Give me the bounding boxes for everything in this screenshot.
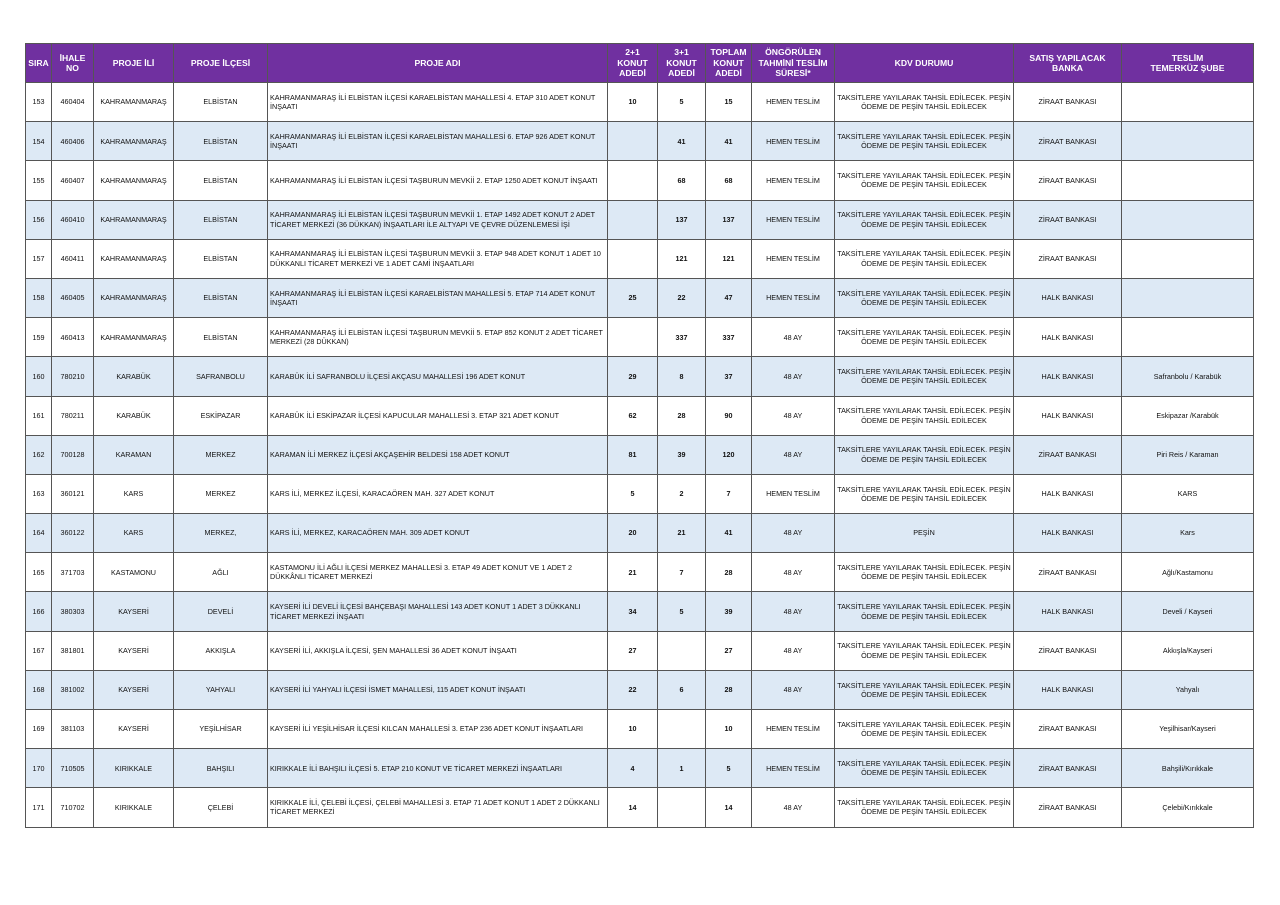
konut-3-1-cell: 337 [658,318,706,357]
kdv-durumu-cell: TAKSİTLERE YAYILARAK TAHSİL EDİLECEK. PEŞİN ÖDEME DE PEŞİN TAHSİL EDİLECEK [835,200,1014,239]
proje-ili-cell: KAHRAMANMARAŞ [94,318,174,357]
ihale-no-cell: 780210 [52,357,94,396]
toplam-konut-cell: 337 [706,318,752,357]
konut-2-1-cell: 62 [608,396,658,435]
konut-3-1-cell [658,788,706,827]
teslim-suresi-cell: 48 AY [752,553,835,592]
kdv-durumu-cell: TAKSİTLERE YAYILARAK TAHSİL EDİLECEK. PEŞİN ÖDEME DE PEŞİN TAHSİL EDİLECEK [835,357,1014,396]
table-row [26,161,1254,200]
teslim-sube-cell [1122,83,1254,122]
konut-2-1-cell [608,318,658,357]
proje-adi-cell: KAYSERİ İLİ YAHYALI İLÇESİ İSMET MAHALLESİ, 115 ADET KONUT İNŞAATI [268,670,608,709]
toplam-konut-cell: 7 [706,474,752,513]
konut-3-1-cell: 121 [658,239,706,278]
sira-cell: 154 [26,122,52,161]
konut-3-1-cell: 28 [658,396,706,435]
toplam-konut-cell: 68 [706,161,752,200]
konut-3-1-cell: 6 [658,670,706,709]
ihale-no-cell: 381002 [52,670,94,709]
kdv-durumu-cell: TAKSİTLERE YAYILARAK TAHSİL EDİLECEK. PEŞİN ÖDEME DE PEŞİN TAHSİL EDİLECEK [835,710,1014,749]
table-row [26,357,1254,396]
kdv-durumu-cell: TAKSİTLERE YAYILARAK TAHSİL EDİLECEK. PEŞİN ÖDEME DE PEŞİN TAHSİL EDİLECEK [835,396,1014,435]
proje-adi-cell: KARS İLİ, MERKEZ, KARACAÖREN MAH. 309 ADET KONUT [268,514,608,553]
teslim-sube-cell: Piri Reis / Karaman [1122,435,1254,474]
proje-ili-cell: KAYSERİ [94,670,174,709]
proje-adi-cell: KAHRAMANMARAŞ İLİ ELBİSTAN İLÇESİ KARAELBİSTAN MAHALLESİ 4. ETAP 310 ADET KONUT İNŞAATI [268,83,608,122]
konut-2-1-cell: 4 [608,749,658,788]
proje-ilcesi-cell: BAHŞILI [174,749,268,788]
sira-cell: 155 [26,161,52,200]
teslim-sube-cell: Safranbolu / Karabük [1122,357,1254,396]
ihale-no-cell: 710505 [52,749,94,788]
sira-cell: 166 [26,592,52,631]
proje-adi-cell: KAHRAMANMARAŞ İLİ ELBİSTAN İLÇESİ TAŞBURUN MEVKİİ 5. ETAP 852 KONUT 2 ADET TİCARET MERKEZİ (28 DÜKKAN) [268,318,608,357]
banka-cell: ZİRAAT BANKASI [1014,122,1122,161]
proje-adi-cell: KAHRAMANMARAŞ İLİ ELBİSTAN İLÇESİ KARAELBİSTAN MAHALLESİ 6. ETAP 926 ADET KONUT İNŞAATI [268,122,608,161]
konut-3-1-cell: 7 [658,553,706,592]
konut-2-1-cell: 5 [608,474,658,513]
header-toplam-konut: TOPLAM KONUT ADEDİ [706,44,752,83]
banka-cell: HALK BANKASI [1014,474,1122,513]
teslim-sube-cell: Çelebi/Kırıkkale [1122,788,1254,827]
kdv-durumu-cell: PEŞİN [835,514,1014,553]
ihale-no-cell: 381801 [52,631,94,670]
proje-ilcesi-cell: YEŞİLHİSAR [174,710,268,749]
proje-ili-cell: KARAMAN [94,435,174,474]
teslim-suresi-cell: HEMEN TESLİM [752,749,835,788]
proje-ili-cell: KAHRAMANMARAŞ [94,122,174,161]
toplam-konut-cell: 41 [706,514,752,553]
teslim-sube-cell: Ağlı/Kastamonu [1122,553,1254,592]
table-row [26,670,1254,709]
proje-ili-cell: KAHRAMANMARAŞ [94,83,174,122]
proje-ilcesi-cell: ELBİSTAN [174,161,268,200]
kdv-durumu-cell: TAKSİTLERE YAYILARAK TAHSİL EDİLECEK. PEŞİN ÖDEME DE PEŞİN TAHSİL EDİLECEK [835,122,1014,161]
proje-ilcesi-cell: MERKEZ [174,474,268,513]
kdv-durumu-cell: TAKSİTLERE YAYILARAK TAHSİL EDİLECEK. PEŞİN ÖDEME DE PEŞİN TAHSİL EDİLECEK [835,474,1014,513]
proje-adi-cell: KAHRAMANMARAŞ İLİ ELBİSTAN İLÇESİ TAŞBURUN MEVKİİ 3. ETAP 948 ADET KONUT 1 ADET 10 DÜKKANLI TİCARET MERKEZİ VE 1 ADET CAMİ İNŞAATLARI [268,239,608,278]
toplam-konut-cell: 28 [706,553,752,592]
teslim-sube-cell [1122,318,1254,357]
ihale-no-cell: 381103 [52,710,94,749]
proje-ili-cell: KARS [94,474,174,513]
konut-2-1-cell [608,200,658,239]
sira-cell: 170 [26,749,52,788]
sira-cell: 162 [26,435,52,474]
kdv-durumu-cell: TAKSİTLERE YAYILARAK TAHSİL EDİLECEK. PEŞİN ÖDEME DE PEŞİN TAHSİL EDİLECEK [835,788,1014,827]
sira-cell: 158 [26,278,52,317]
table-row [26,122,1254,161]
proje-ilcesi-cell: SAFRANBOLU [174,357,268,396]
header-teslim-suresi: ÖNGÖRÜLEN TAHMİNİ TESLİM SÜRESİ* [752,44,835,83]
sira-cell: 165 [26,553,52,592]
kdv-durumu-cell: TAKSİTLERE YAYILARAK TAHSİL EDİLECEK. PEŞİN ÖDEME DE PEŞİN TAHSİL EDİLECEK [835,553,1014,592]
sira-cell: 164 [26,514,52,553]
sira-cell: 161 [26,396,52,435]
teslim-suresi-cell: HEMEN TESLİM [752,161,835,200]
table-row [26,278,1254,317]
table-row [26,435,1254,474]
table-row [26,83,1254,122]
ihale-no-cell: 360122 [52,514,94,553]
konut-2-1-cell: 27 [608,631,658,670]
ihale-no-cell: 460410 [52,200,94,239]
header-teslim-sube: TESLİM TEMERKÜZ ŞUBE [1122,44,1254,83]
proje-adi-cell: KARABÜK İLİ ESKİPAZAR İLÇESİ KAPUCULAR MAHALLESİ 3. ETAP 321 ADET KONUT [268,396,608,435]
banka-cell: ZİRAAT BANKASI [1014,788,1122,827]
banka-cell: ZİRAAT BANKASI [1014,749,1122,788]
kdv-durumu-cell: TAKSİTLERE YAYILARAK TAHSİL EDİLECEK. PEŞİN ÖDEME DE PEŞİN TAHSİL EDİLECEK [835,161,1014,200]
proje-ilcesi-cell: ELBİSTAN [174,318,268,357]
teslim-suresi-cell: 48 AY [752,592,835,631]
proje-ili-cell: KAHRAMANMARAŞ [94,161,174,200]
konut-3-1-cell [658,710,706,749]
table-row [26,749,1254,788]
ihale-no-cell: 460407 [52,161,94,200]
proje-ilcesi-cell: ELBİSTAN [174,239,268,278]
kdv-durumu-cell: TAKSİTLERE YAYILARAK TAHSİL EDİLECEK. PEŞİN ÖDEME DE PEŞİN TAHSİL EDİLECEK [835,670,1014,709]
banka-cell: HALK BANKASI [1014,318,1122,357]
ihale-no-cell: 460413 [52,318,94,357]
konut-3-1-cell: 5 [658,83,706,122]
konut-3-1-cell: 137 [658,200,706,239]
banka-cell: ZİRAAT BANKASI [1014,200,1122,239]
proje-ilcesi-cell: AKKIŞLA [174,631,268,670]
konut-2-1-cell: 81 [608,435,658,474]
konut-3-1-cell: 2 [658,474,706,513]
ihale-no-cell: 460406 [52,122,94,161]
kdv-durumu-cell: TAKSİTLERE YAYILARAK TAHSİL EDİLECEK. PEŞİN ÖDEME DE PEŞİN TAHSİL EDİLECEK [835,83,1014,122]
proje-adi-cell: KIRIKKALE İLİ, ÇELEBİ İLÇESİ, ÇELEBİ MAHALLESİ 3. ETAP 71 ADET KONUT 1 ADET 2 DÜKKANLI TİCARET MERKEZİ [268,788,608,827]
proje-ili-cell: KARS [94,514,174,553]
konut-2-1-cell: 10 [608,83,658,122]
teslim-suresi-cell: 48 AY [752,435,835,474]
konut-3-1-cell: 8 [658,357,706,396]
sira-cell: 156 [26,200,52,239]
teslim-sube-cell: Yahyalı [1122,670,1254,709]
banka-cell: ZİRAAT BANKASI [1014,435,1122,474]
kdv-durumu-cell: TAKSİTLERE YAYILARAK TAHSİL EDİLECEK. PEŞİN ÖDEME DE PEŞİN TAHSİL EDİLECEK [835,278,1014,317]
banka-cell: HALK BANKASI [1014,357,1122,396]
toplam-konut-cell: 10 [706,710,752,749]
project-table [25,43,1254,828]
sira-cell: 157 [26,239,52,278]
konut-3-1-cell: 68 [658,161,706,200]
proje-ilcesi-cell: ESKİPAZAR [174,396,268,435]
teslim-sube-cell [1122,122,1254,161]
proje-ili-cell: KIRIKKALE [94,749,174,788]
table-row [26,474,1254,513]
banka-cell: HALK BANKASI [1014,670,1122,709]
toplam-konut-cell: 14 [706,788,752,827]
konut-2-1-cell [608,161,658,200]
proje-ili-cell: KAYSERİ [94,592,174,631]
toplam-konut-cell: 37 [706,357,752,396]
konut-3-1-cell: 41 [658,122,706,161]
header-proje-ili: PROJE İLİ [94,44,174,83]
konut-3-1-cell: 5 [658,592,706,631]
proje-ilcesi-cell: ELBİSTAN [174,278,268,317]
table-row [26,200,1254,239]
teslim-sube-cell [1122,239,1254,278]
header-sira: SIRA [26,44,52,83]
banka-cell: ZİRAAT BANKASI [1014,239,1122,278]
table-row [26,318,1254,357]
teslim-suresi-cell: 48 AY [752,318,835,357]
sira-cell: 168 [26,670,52,709]
header-proje-adi: PROJE ADI [268,44,608,83]
teslim-suresi-cell: HEMEN TESLİM [752,278,835,317]
proje-adi-cell: KAHRAMANMARAŞ İLİ ELBİSTAN İLÇESİ KARAELBİSTAN MAHALLESİ 5. ETAP 714 ADET KONUT İNŞAATI [268,278,608,317]
konut-2-1-cell: 22 [608,670,658,709]
teslim-sube-cell: Akkışla/Kayseri [1122,631,1254,670]
teslim-sube-cell: Yeşilhisar/Kayseri [1122,710,1254,749]
sira-cell: 153 [26,83,52,122]
header-3-1-konut: 3+1 KONUT ADEDİ [658,44,706,83]
project-table-sheet [25,43,1254,828]
teslim-sube-cell: KARS [1122,474,1254,513]
proje-ili-cell: KAYSERİ [94,710,174,749]
header-2-1-konut: 2+1 KONUT ADEDİ [608,44,658,83]
teslim-suresi-cell: 48 AY [752,670,835,709]
ihale-no-cell: 371703 [52,553,94,592]
proje-ili-cell: KAHRAMANMARAŞ [94,200,174,239]
teslim-sube-cell: Bahşili/Kırıkkale [1122,749,1254,788]
proje-adi-cell: KASTAMONU İLİ AĞLI İLÇESİ MERKEZ MAHALLESİ 3. ETAP 49 ADET KONUT VE 1 ADET 2 DÜKKÂNLI TİCARET MERKEZİ [268,553,608,592]
banka-cell: HALK BANKASI [1014,278,1122,317]
ihale-no-cell: 460404 [52,83,94,122]
konut-2-1-cell: 29 [608,357,658,396]
toplam-konut-cell: 41 [706,122,752,161]
table-row [26,239,1254,278]
teslim-suresi-cell: HEMEN TESLİM [752,710,835,749]
toplam-konut-cell: 15 [706,83,752,122]
table-row [26,396,1254,435]
proje-ilcesi-cell: AĞLI [174,553,268,592]
proje-adi-cell: KAHRAMANMARAŞ İLİ ELBİSTAN İLÇESİ TAŞBURUN MEVKİİ 2. ETAP 1250 ADET KONUT İNŞAATI [268,161,608,200]
proje-adi-cell: KARS İLİ, MERKEZ İLÇESİ, KARACAÖREN MAH. 327 ADET KONUT [268,474,608,513]
banka-cell: ZİRAAT BANKASI [1014,161,1122,200]
konut-2-1-cell: 20 [608,514,658,553]
toplam-konut-cell: 121 [706,239,752,278]
proje-ilcesi-cell: DEVELİ [174,592,268,631]
ihale-no-cell: 710702 [52,788,94,827]
teslim-sube-cell: Develi / Kayseri [1122,592,1254,631]
konut-2-1-cell: 25 [608,278,658,317]
teslim-suresi-cell: HEMEN TESLİM [752,474,835,513]
konut-3-1-cell: 39 [658,435,706,474]
ihale-no-cell: 380303 [52,592,94,631]
proje-adi-cell: KAYSERİ İLİ DEVELİ İLÇESİ BAHÇEBAŞI MAHALLESİ 143 ADET KONUT 1 ADET 3 DÜKKANLI TİCARET MERKEZİ İNŞAATI [268,592,608,631]
teslim-suresi-cell: HEMEN TESLİM [752,83,835,122]
header-row [26,44,1254,83]
toplam-konut-cell: 90 [706,396,752,435]
ihale-no-cell: 780211 [52,396,94,435]
teslim-suresi-cell: 48 AY [752,357,835,396]
header-proje-ilcesi: PROJE İLÇESİ [174,44,268,83]
table-row [26,710,1254,749]
table-row [26,788,1254,827]
konut-2-1-cell [608,122,658,161]
teslim-sube-cell [1122,161,1254,200]
banka-cell: ZİRAAT BANKASI [1014,710,1122,749]
ihale-no-cell: 360121 [52,474,94,513]
toplam-konut-cell: 39 [706,592,752,631]
banka-cell: HALK BANKASI [1014,514,1122,553]
banka-cell: HALK BANKASI [1014,396,1122,435]
proje-ilcesi-cell: ÇELEBİ [174,788,268,827]
konut-2-1-cell: 10 [608,710,658,749]
konut-2-1-cell: 34 [608,592,658,631]
header-banka: SATIŞ YAPILACAK BANKA [1014,44,1122,83]
kdv-durumu-cell: TAKSİTLERE YAYILARAK TAHSİL EDİLECEK. PEŞİN ÖDEME DE PEŞİN TAHSİL EDİLECEK [835,631,1014,670]
konut-3-1-cell: 22 [658,278,706,317]
sira-cell: 159 [26,318,52,357]
table-body [26,83,1254,828]
teslim-suresi-cell: 48 AY [752,631,835,670]
teslim-sube-cell [1122,278,1254,317]
proje-adi-cell: KARAMAN İLİ MERKEZ İLÇESİ AKÇAŞEHİR BELDESİ 158 ADET KONUT [268,435,608,474]
sira-cell: 169 [26,710,52,749]
teslim-suresi-cell: HEMEN TESLİM [752,200,835,239]
header-kdv-durumu: KDV DURUMU [835,44,1014,83]
ihale-no-cell: 460405 [52,278,94,317]
proje-ili-cell: KAHRAMANMARAŞ [94,278,174,317]
proje-ili-cell: KAHRAMANMARAŞ [94,239,174,278]
konut-3-1-cell: 21 [658,514,706,553]
table-row [26,553,1254,592]
teslim-suresi-cell: HEMEN TESLİM [752,122,835,161]
teslim-suresi-cell: HEMEN TESLİM [752,239,835,278]
header-ihale-no: İHALE NO [52,44,94,83]
proje-adi-cell: KAYSERİ İLİ YEŞİLHİSAR İLÇESİ KILCAN MAHALLESİ 3. ETAP 236 ADET KONUT İNŞAATLARI [268,710,608,749]
proje-ili-cell: KASTAMONU [94,553,174,592]
teslim-sube-cell: Kars [1122,514,1254,553]
toplam-konut-cell: 47 [706,278,752,317]
proje-ili-cell: KAYSERİ [94,631,174,670]
banka-cell: ZİRAAT BANKASI [1014,631,1122,670]
kdv-durumu-cell: TAKSİTLERE YAYILARAK TAHSİL EDİLECEK. PEŞİN ÖDEME DE PEŞİN TAHSİL EDİLECEK [835,435,1014,474]
toplam-konut-cell: 5 [706,749,752,788]
konut-3-1-cell [658,631,706,670]
teslim-sube-cell: Eskipazar /Karabük [1122,396,1254,435]
proje-ilcesi-cell: YAHYALI [174,670,268,709]
konut-2-1-cell: 21 [608,553,658,592]
teslim-sube-cell [1122,200,1254,239]
toplam-konut-cell: 27 [706,631,752,670]
table-row [26,631,1254,670]
proje-adi-cell: KAYSERİ İLİ, AKKIŞLA İLÇESİ, ŞEN MAHALLESİ 36 ADET KONUT İNŞAATI [268,631,608,670]
banka-cell: HALK BANKASI [1014,592,1122,631]
toplam-konut-cell: 28 [706,670,752,709]
kdv-durumu-cell: TAKSİTLERE YAYILARAK TAHSİL EDİLECEK. PEŞİN ÖDEME DE PEŞİN TAHSİL EDİLECEK [835,749,1014,788]
teslim-suresi-cell: 48 AY [752,396,835,435]
kdv-durumu-cell: TAKSİTLERE YAYILARAK TAHSİL EDİLECEK. PEŞİN ÖDEME DE PEŞİN TAHSİL EDİLECEK [835,318,1014,357]
konut-2-1-cell: 14 [608,788,658,827]
banka-cell: ZİRAAT BANKASI [1014,83,1122,122]
table-row [26,592,1254,631]
toplam-konut-cell: 120 [706,435,752,474]
teslim-suresi-cell: 48 AY [752,514,835,553]
banka-cell: ZİRAAT BANKASI [1014,553,1122,592]
proje-adi-cell: KAHRAMANMARAŞ İLİ ELBİSTAN İLÇESİ TAŞBURUN MEVKİİ 1. ETAP 1492 ADET KONUT 2 ADET TİCARET MERKEZİ (36 DÜKKAN) İNŞAATLARI İLE ALTYAPI VE ÇEVRE DÜZENLEMESİ İŞİ [268,200,608,239]
proje-ili-cell: KARABÜK [94,357,174,396]
konut-3-1-cell: 1 [658,749,706,788]
kdv-durumu-cell: TAKSİTLERE YAYILARAK TAHSİL EDİLECEK. PEŞİN ÖDEME DE PEŞİN TAHSİL EDİLECEK [835,592,1014,631]
sira-cell: 163 [26,474,52,513]
sira-cell: 160 [26,357,52,396]
toplam-konut-cell: 137 [706,200,752,239]
proje-ilcesi-cell: ELBİSTAN [174,122,268,161]
proje-ilcesi-cell: MERKEZ [174,435,268,474]
ihale-no-cell: 700128 [52,435,94,474]
table-row [26,514,1254,553]
proje-adi-cell: KIRIKKALE İLİ BAHŞILI İLÇESİ 5. ETAP 210 KONUT VE TİCARET MERKEZİ İNŞAATLARI [268,749,608,788]
sira-cell: 171 [26,788,52,827]
proje-ili-cell: KARABÜK [94,396,174,435]
proje-adi-cell: KARABÜK İLİ SAFRANBOLU İLÇESİ AKÇASU MAHALLESİ 196 ADET KONUT [268,357,608,396]
kdv-durumu-cell: TAKSİTLERE YAYILARAK TAHSİL EDİLECEK. PEŞİN ÖDEME DE PEŞİN TAHSİL EDİLECEK [835,239,1014,278]
proje-ilcesi-cell: MERKEZ, [174,514,268,553]
ihale-no-cell: 460411 [52,239,94,278]
proje-ili-cell: KIRIKKALE [94,788,174,827]
konut-2-1-cell [608,239,658,278]
teslim-suresi-cell: 48 AY [752,788,835,827]
sira-cell: 167 [26,631,52,670]
proje-ilcesi-cell: ELBİSTAN [174,200,268,239]
proje-ilcesi-cell: ELBİSTAN [174,83,268,122]
